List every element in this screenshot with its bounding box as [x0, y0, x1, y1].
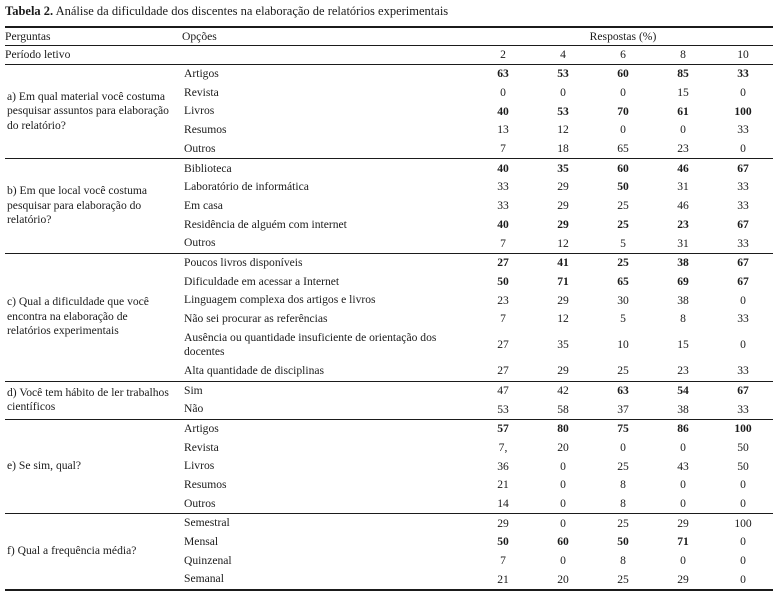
value-cell: 0	[740, 572, 746, 586]
value-cell: 37	[617, 402, 629, 416]
value-cell: 33	[713, 65, 773, 84]
value-cell: 8	[680, 312, 686, 326]
value-cell: 27	[497, 364, 509, 378]
value-cell: 50	[617, 180, 629, 194]
value-cell: 60	[593, 159, 653, 178]
value-cell: 33	[737, 123, 749, 137]
value-cell: 29	[677, 572, 689, 586]
value-cell: 80	[533, 419, 593, 438]
value-cell: 25	[593, 514, 653, 533]
value-cell: 47	[473, 381, 533, 400]
value-cell: 0	[680, 440, 686, 454]
option-cell: Outros	[184, 141, 216, 155]
value-cell: 67	[713, 253, 773, 272]
option-cell: Semanal	[184, 572, 224, 586]
table-row	[5, 159, 773, 178]
value-cell: 0	[740, 293, 746, 307]
table-caption	[0, 0, 779, 19]
value-cell: 53	[497, 402, 509, 416]
value-cell: 38	[653, 253, 713, 272]
col-header-perguntas: Perguntas	[5, 27, 182, 46]
value-cell: 46	[677, 199, 689, 213]
value-cell: 25	[617, 364, 629, 378]
value-cell: 61	[677, 104, 689, 118]
value-cell: 0	[680, 554, 686, 568]
value-cell: 33	[737, 312, 749, 326]
value-cell: 0	[740, 338, 746, 352]
value-cell: 35	[533, 159, 593, 178]
value-cell: 54	[653, 381, 713, 400]
value-cell: 29	[557, 217, 569, 231]
table-row	[5, 381, 773, 400]
value-cell: 12	[557, 123, 569, 137]
value-cell: 0	[740, 554, 746, 568]
option-cell: Semestral	[182, 514, 473, 533]
value-cell: 29	[557, 180, 569, 194]
value-cell: 65	[617, 274, 629, 288]
value-cell: 12	[557, 312, 569, 326]
value-cell: 0	[740, 478, 746, 492]
question-cell: a) Em qual material você costuma pesquisar assuntos para elaboração do relatório?	[5, 65, 182, 159]
value-cell: 40	[497, 104, 509, 118]
value-cell: 33	[497, 199, 509, 213]
value-cell: 7	[500, 554, 506, 568]
value-cell: 100	[734, 104, 752, 118]
value-cell: 0	[740, 86, 746, 100]
option-cell: Outros	[184, 496, 216, 510]
value-cell: 0	[680, 496, 686, 510]
option-cell: Ausência ou quantidade insuficiente de orientação dos docentes	[184, 330, 437, 359]
value-cell: 0	[560, 459, 566, 473]
value-cell: 0	[500, 86, 506, 100]
option-cell: Revista	[184, 85, 219, 99]
value-cell: 67	[713, 381, 773, 400]
value-cell: 0	[680, 478, 686, 492]
col-header-opcoes: Opções	[182, 27, 473, 46]
option-cell: Dificuldade em acessar a Internet	[184, 274, 340, 288]
value-cell: 18	[557, 142, 569, 156]
value-cell: 0	[620, 440, 626, 454]
question-cell: f) Qual a frequência média?	[5, 514, 182, 590]
value-cell: 20	[557, 440, 569, 454]
value-cell: 53	[557, 104, 569, 118]
value-cell: 42	[533, 381, 593, 400]
value-cell: 15	[677, 338, 689, 352]
option-cell: Mensal	[184, 535, 219, 549]
value-cell: 43	[677, 459, 689, 473]
value-cell: 35	[557, 338, 569, 352]
value-cell: 0	[620, 86, 626, 100]
option-cell: Quinzenal	[184, 553, 232, 567]
col-header-respostas: Respostas (%)	[473, 27, 773, 46]
value-cell: 33	[497, 180, 509, 194]
value-cell: 29	[557, 364, 569, 378]
value-cell: 25	[593, 253, 653, 272]
option-cell: Outros	[184, 236, 216, 250]
value-cell: 25	[617, 572, 629, 586]
table-row	[5, 419, 773, 438]
option-cell: Artigos	[182, 419, 473, 438]
value-cell: 23	[677, 217, 689, 231]
period-col-8: 8	[653, 46, 713, 65]
question-cell: b) Em que local você costuma pesquisar para elaboração do relatório?	[5, 159, 182, 253]
option-cell: Livros	[184, 104, 215, 118]
table-row	[5, 65, 773, 84]
table-row	[5, 253, 773, 272]
value-cell: 0	[620, 123, 626, 137]
value-cell: 67	[713, 159, 773, 178]
value-cell: 8	[620, 478, 626, 492]
value-cell: 38	[677, 293, 689, 307]
option-cell: Livros	[184, 459, 215, 473]
value-cell: 21	[497, 478, 509, 492]
value-cell: 29	[557, 293, 569, 307]
value-cell: 50	[617, 535, 629, 549]
period-col-4: 4	[533, 46, 593, 65]
value-cell: 25	[617, 217, 629, 231]
option-cell: Em casa	[184, 198, 223, 212]
option-cell: Sim	[182, 381, 473, 400]
value-cell: 63	[473, 65, 533, 84]
value-cell: 27	[473, 253, 533, 272]
value-cell: 29	[473, 514, 533, 533]
value-cell: 12	[557, 236, 569, 250]
value-cell: 60	[557, 535, 569, 549]
value-cell: 25	[617, 459, 629, 473]
value-cell: 50	[737, 440, 749, 454]
value-cell: 41	[533, 253, 593, 272]
value-cell: 0	[740, 496, 746, 510]
value-cell: 23	[677, 142, 689, 156]
period-row	[5, 46, 773, 65]
option-cell: Poucos livros disponíveis	[182, 253, 473, 272]
value-cell: 75	[593, 419, 653, 438]
table-caption-label: Tabela 2.	[5, 4, 54, 18]
header-row	[5, 27, 773, 46]
value-cell: 57	[473, 419, 533, 438]
period-col-10: 10	[713, 46, 773, 65]
value-cell: 20	[557, 572, 569, 586]
value-cell: 67	[737, 217, 749, 231]
value-cell: 5	[620, 312, 626, 326]
value-cell: 40	[473, 159, 533, 178]
option-cell: Alta quantidade de disciplinas	[184, 363, 325, 377]
value-cell: 36	[497, 459, 509, 473]
value-cell: 21	[497, 572, 509, 586]
value-cell: 0	[533, 514, 593, 533]
value-cell: 33	[737, 364, 749, 378]
value-cell: 67	[737, 274, 749, 288]
value-cell: 0	[560, 554, 566, 568]
value-cell: 10	[617, 338, 629, 352]
value-cell: 50	[737, 459, 749, 473]
value-cell: 8	[620, 554, 626, 568]
option-cell: Biblioteca	[182, 159, 473, 178]
value-cell: 71	[677, 535, 689, 549]
value-cell: 0	[560, 496, 566, 510]
value-cell: 23	[677, 364, 689, 378]
period-col-2: 2	[473, 46, 533, 65]
value-cell: 0	[560, 478, 566, 492]
value-cell: 58	[557, 402, 569, 416]
value-cell: 85	[653, 65, 713, 84]
value-cell: 29	[557, 199, 569, 213]
value-cell: 25	[617, 199, 629, 213]
value-cell: 0	[740, 535, 746, 549]
question-cell: d) Você tem hábito de ler trabalhos científicos	[5, 381, 182, 419]
value-cell: 38	[677, 402, 689, 416]
period-col-6: 6	[593, 46, 653, 65]
results-table	[5, 26, 773, 591]
value-cell: 7	[500, 312, 506, 326]
option-cell: Não sei procurar as referências	[184, 312, 328, 326]
value-cell: 100	[713, 514, 773, 533]
value-cell: 33	[737, 180, 749, 194]
value-cell: 69	[677, 274, 689, 288]
value-cell: 46	[653, 159, 713, 178]
value-cell: 8	[620, 496, 626, 510]
value-cell: 27	[497, 338, 509, 352]
value-cell: 70	[617, 104, 629, 118]
value-cell: 15	[677, 86, 689, 100]
value-cell: 100	[713, 419, 773, 438]
value-cell: 31	[677, 236, 689, 250]
option-cell: Residência de alguém com internet	[184, 217, 347, 231]
option-cell: Linguagem complexa dos artigos e livros	[184, 293, 376, 307]
value-cell: 40	[497, 217, 509, 231]
value-cell: 0	[560, 86, 566, 100]
value-cell: 14	[497, 496, 509, 510]
option-cell: Artigos	[182, 65, 473, 84]
value-cell: 65	[617, 142, 629, 156]
value-cell: 86	[653, 419, 713, 438]
option-cell: Resumos	[184, 123, 227, 137]
question-cell: e) Se sim, qual?	[5, 419, 182, 513]
period-label: Período letivo	[5, 46, 473, 65]
option-cell: Revista	[184, 440, 219, 454]
value-cell: 33	[737, 199, 749, 213]
value-cell: 53	[533, 65, 593, 84]
value-cell: 30	[617, 293, 629, 307]
value-cell: 50	[497, 535, 509, 549]
question-cell: c) Qual a dificuldade que você encontra na elaboração de relatórios experimentais	[5, 253, 182, 381]
value-cell: 31	[677, 180, 689, 194]
option-cell: Laboratório de informática	[184, 180, 309, 194]
value-cell: 13	[497, 123, 509, 137]
value-cell: 33	[737, 236, 749, 250]
value-cell: 33	[737, 402, 749, 416]
value-cell: 0	[680, 123, 686, 137]
value-cell: 7,	[498, 440, 508, 454]
value-cell: 63	[593, 381, 653, 400]
value-cell: 23	[497, 293, 509, 307]
option-cell: Resumos	[184, 478, 227, 492]
value-cell: 29	[653, 514, 713, 533]
table-caption-text: Análise da dificuldade dos discentes na elaboração de relatórios experimentais	[53, 4, 449, 18]
value-cell: 0	[740, 142, 746, 156]
value-cell: 7	[500, 236, 506, 250]
value-cell: 50	[497, 274, 509, 288]
value-cell: 5	[620, 236, 626, 250]
value-cell: 71	[557, 274, 569, 288]
value-cell: 7	[500, 142, 506, 156]
option-cell: Não	[184, 402, 204, 416]
table-row	[5, 514, 773, 533]
value-cell: 60	[593, 65, 653, 84]
